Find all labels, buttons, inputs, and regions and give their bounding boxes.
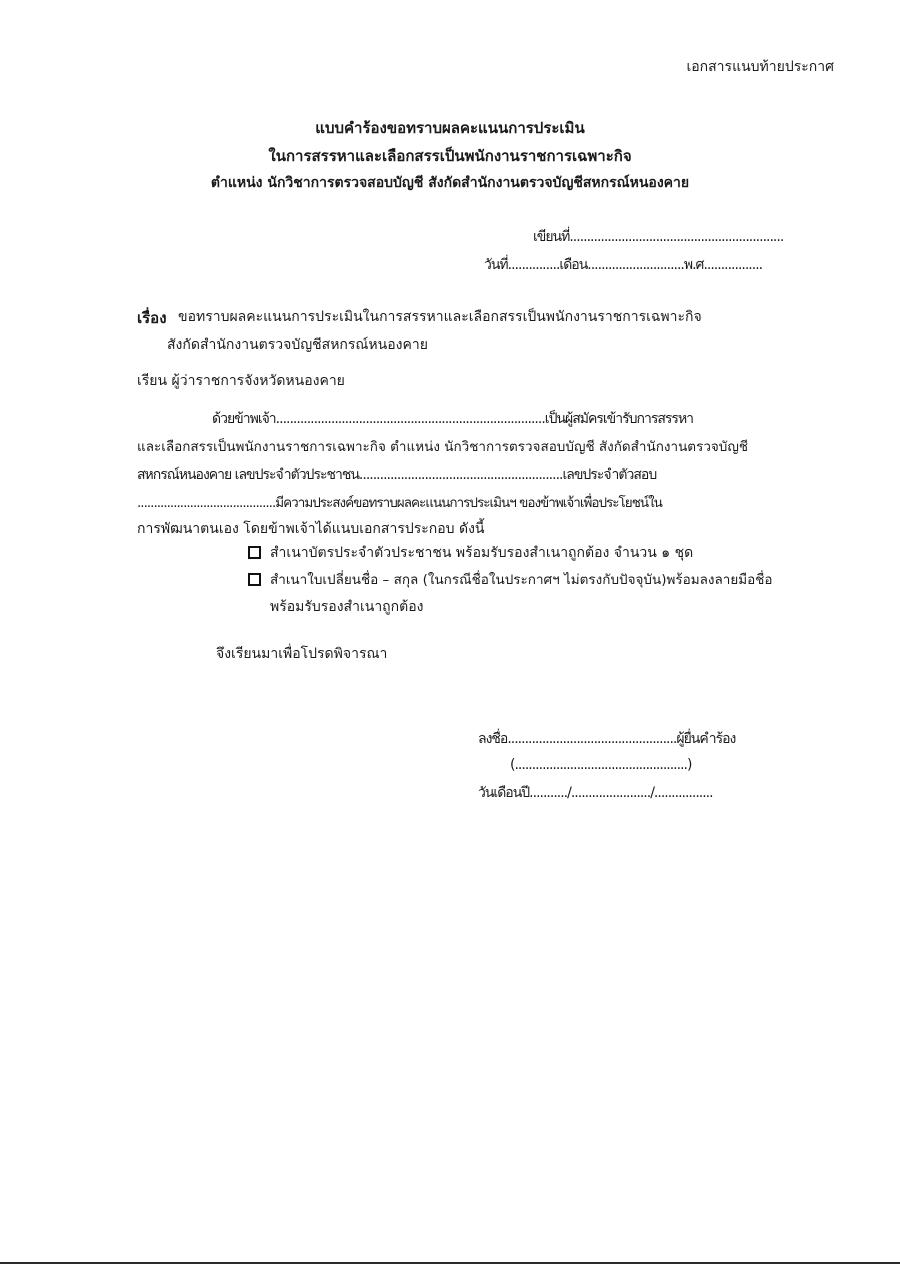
subject-label: เรื่อง — [137, 309, 167, 327]
signature-line[interactable]: ลงชื่อ.................................................ผู้ยื่นคำร้อง — [478, 731, 736, 747]
date-field-line[interactable]: วันที่...............เดือน............................พ.ศ................. — [484, 257, 763, 273]
form-title-line-1: แบบคำร้องขอทราบผลคะแนนการประเมิน — [315, 119, 585, 137]
attachment-2-checkbox[interactable] — [248, 573, 261, 586]
signature-date-line[interactable]: วันเดือนปี.........../......................./................. — [478, 785, 713, 801]
page-bottom-edge-line — [0, 1262, 900, 1264]
body-line-1: ด้วยข้าพเจ้า..............................................................................เป็นผู้สมัครเข้ารับการสรรหา — [212, 411, 694, 427]
body-line-4: ..........................................มีความประสงค์ขอทราบผลคะแนนการประเมินฯ ของข้าพเจ้าเพื่อประโยชน์ใน — [137, 495, 662, 511]
subject-line-1: ขอทราบผลคะแนนการประเมินในการสรรหาและเลือกสรรเป็นพนักงานราชการเฉพาะกิจ — [178, 309, 702, 325]
body-line-5: การพัฒนาตนเอง โดยข้าพเจ้าได้แนบเอกสารประกอบ ดังนี้ — [137, 521, 485, 537]
attachment-header-note: เอกสารแนบท้ายประกาศ — [686, 59, 834, 75]
attachment-1-checkbox[interactable] — [248, 546, 261, 559]
written-at-field[interactable]: เขียนที่.............................................................. — [533, 229, 784, 245]
body-line-3: สหกรณ์หนองคาย เลขประจำตัวประชาชน...........................................................เลขประจำตัวสอบ — [137, 467, 657, 483]
salutation: เรียน ผู้ว่าราชการจังหวัดหนองคาย — [137, 373, 345, 389]
signature-name-line[interactable]: (..................................................) — [510, 757, 692, 773]
subject-line-2: สังกัดสำนักงานตรวจบัญชีสหกรณ์หนองคาย — [167, 337, 428, 353]
body-line-2: และเลือกสรรเป็นพนักงานราชการเฉพาะกิจ ตำแหน่ง นักวิชาการตรวจสอบบัญชี สังกัดสำนักงานตรวจบัญชี — [137, 439, 749, 455]
attachment-2-label-line-2: พร้อมรับรองสำเนาถูกต้อง — [270, 599, 424, 615]
form-title-line-2: ในการสรรหาและเลือกสรรเป็นพนักงานราชการเฉพาะกิจ — [268, 147, 632, 165]
form-title-line-3: ตำแหน่ง นักวิชาการตรวจสอบบัญชี สังกัดสำนักงานตรวจบัญชีสหกรณ์หนองคาย — [210, 175, 690, 191]
attachment-1-label: สำเนาบัตรประจำตัวประชาชน พร้อมรับรองสำเนาถูกต้อง จำนวน ๑ ชุด — [270, 545, 694, 561]
closing-text: จึงเรียนมาเพื่อโปรดพิจารณา — [216, 646, 388, 662]
attachment-2-label: สำเนาใบเปลี่ยนชื่อ – สกุล (ในกรณีชื่อในประกาศฯ ไม่ตรงกับปัจจุบัน)พร้อมลงลายมือชื่อ — [270, 572, 773, 588]
